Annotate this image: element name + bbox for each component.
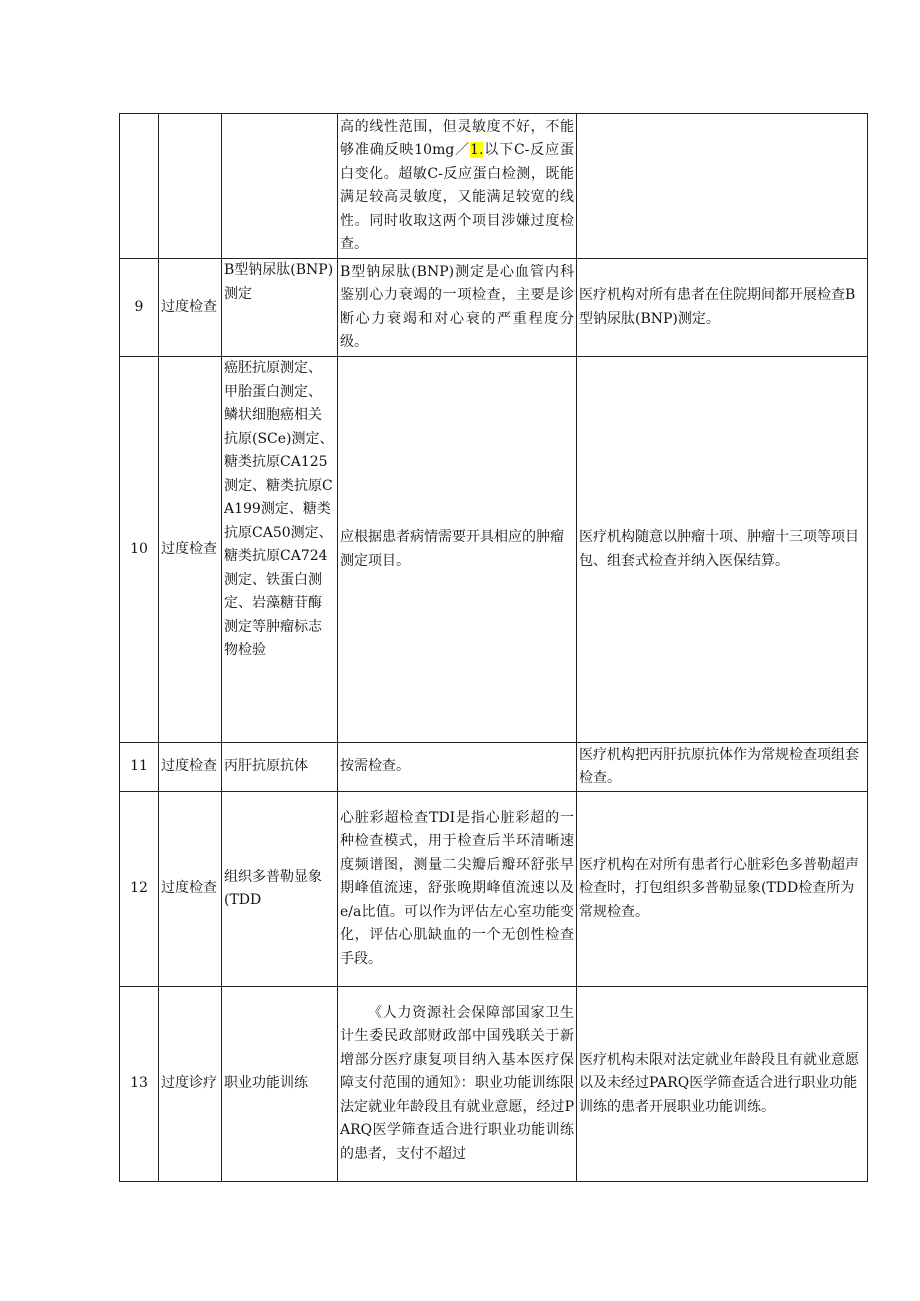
item-cell: 职业功能训练 xyxy=(222,987,338,1182)
row-number-cell: 12 xyxy=(120,792,159,987)
issue-cell: 医疗机构在对所有患者行心脏彩色多普勒超声检查时，打包组织多普勒显象(TDD检查所为常规检查。 xyxy=(577,792,868,987)
highlighted-text: 1. xyxy=(470,142,484,158)
row-number-cell: 13 xyxy=(120,987,159,1182)
basis-cell: 应根据患者病情需要开具相应的肿瘤测定项目。 xyxy=(338,357,577,743)
basis-cell: 按需检查。 xyxy=(338,743,577,792)
table-row xyxy=(120,792,868,987)
row-number-cell: 10 xyxy=(120,357,159,743)
issue-cell: 医疗机构把丙肝抗原抗体作为常规检查项组套检查。 xyxy=(577,743,868,792)
issue-cell: 医疗机构对所有患者在住院期间都开展检查B型钠尿肽(BNP)测定。 xyxy=(577,259,868,357)
category-cell: 过度检查 xyxy=(159,259,222,357)
row-number-cell: 9 xyxy=(120,259,159,357)
item-cell xyxy=(222,114,338,259)
issue-cell xyxy=(577,114,868,259)
category-cell: 过度检查 xyxy=(159,743,222,792)
item-cell: 丙肝抗原抗体 xyxy=(222,743,338,792)
category-cell: 过度检查 xyxy=(159,357,222,743)
basis-cell: 高的线性范围，但灵敏度不好，不能够准确反映10mg／1.以下C-反应蛋白变化。超敏C-反应蛋白检测，既能满足较高灵敏度，又能满足较宽的线性。同时收取这两个项目涉嫌过度检查。 xyxy=(338,114,577,259)
item-cell: 癌胚抗原测定、甲胎蛋白测定、鳞状细胞癌相关抗原(SCe)测定、糖类抗原CA125测定、糖类抗原CA199测定、糖类抗原CA50测定、糖类抗原CA724测定、铁蛋白测定、岩藻糖苷酶测定等肿瘤标志物检验 xyxy=(222,357,338,743)
basis-cell: 《人力资源社会保障部国家卫生计生委民政部财政部中国残联关于新增部分医疗康复项目纳入基本医疗保障支付范围的通知》：职业功能训练限法定就业年龄段且有就业意愿，经过PARQ医学筛查适合进行职业功能训练的患者，支付不超过 xyxy=(338,987,577,1182)
table-row xyxy=(120,114,868,259)
table-row xyxy=(120,259,868,357)
table-row xyxy=(120,743,868,792)
basis-cell: B型钠尿肽(BNP)测定是心血管内科鉴别心力衰竭的一项检查，主要是诊断心力衰竭和对心衰的严重程度分级。 xyxy=(338,259,577,357)
audit-table xyxy=(119,113,868,1182)
category-cell xyxy=(159,114,222,259)
issue-cell: 医疗机构随意以肿瘤十项、肿瘤十三项等项目包、组套式检查并纳入医保结算。 xyxy=(577,357,868,743)
table-row xyxy=(120,987,868,1182)
category-cell: 过度检查 xyxy=(159,792,222,987)
basis-cell: 心脏彩超检查TDI是指心脏彩超的一种检查模式，用于检查后半环清晰速度频谱图，测量二尖瓣后瓣环舒张早期峰值流速，舒张晚期峰值流速以及e/a比值。可以作为评估左心室功能变化，评估心肌缺血的一个无创性检查手段。 xyxy=(338,792,577,987)
row-number-cell: 11 xyxy=(120,743,159,792)
category-cell: 过度诊疗 xyxy=(159,987,222,1182)
table-row xyxy=(120,357,868,743)
row-number-cell xyxy=(120,114,159,259)
item-cell: 组织多普勒显象(TDD xyxy=(222,792,338,987)
issue-cell: 医疗机构未限对法定就业年龄段且有就业意愿以及未经过PARQ医学筛查适合进行职业功能训练的患者开展职业功能训练。 xyxy=(577,987,868,1182)
item-cell: B型钠尿肽(BNP)测定 xyxy=(222,259,338,357)
